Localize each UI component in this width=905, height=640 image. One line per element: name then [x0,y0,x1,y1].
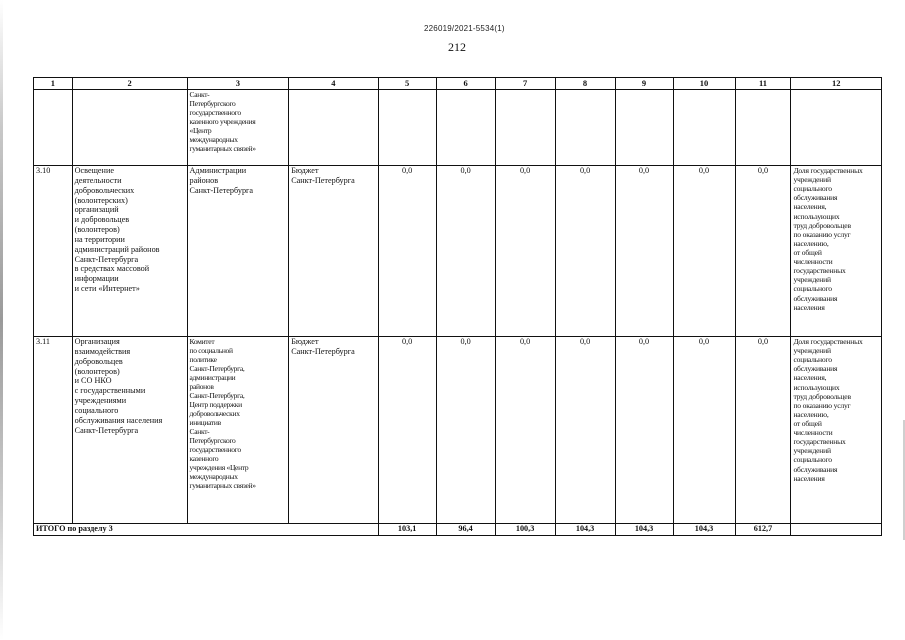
table-row [34,90,882,166]
value-cell: 0,0 [673,337,735,524]
event-cell: Организация взаимодействия добровольцев (волонтеров) и СО НКО с государственными учреждениями социального обслуживания населения Санкт-Петербурга [72,337,187,524]
source-cell: Бюджет Санкт-Петербурга [289,166,378,337]
column-header: 9 [615,78,673,90]
column-header: 12 [791,78,882,90]
total-value: 612,7 [735,524,791,536]
page-number: 212 [448,40,466,54]
value-cell [673,90,735,166]
indicator-cell [791,90,882,166]
value-cell [495,90,555,166]
value-cell: 0,0 [555,337,615,524]
executor-cell: Комитет по социальной политике Санкт-Петербурга, администрации районов Санкт-Петербурга, Центр поддержки добровольческих инициатив Санкт- Петербургского государственного казенного учреждения «Центр международных гуманитарных связей» [187,337,289,524]
value-cell: 0,0 [735,337,791,524]
column-header-row [34,78,882,90]
value-cell: 0,0 [436,337,495,524]
column-header: 1 [34,78,73,90]
indicator-cell: Доля государственных учреждений социального обслуживания населения, использующих труд добровольцев по оказанию услуг населению, от общей численности государственных учреждений социального обслуживания населения [791,337,882,524]
executor-cell: Санкт- Петербургского государственного казенного учреждения «Центр международных гуманитарных связей» [187,90,289,166]
column-header: 2 [72,78,187,90]
value-cell: 0,0 [615,337,673,524]
scan-edge-left [0,0,3,640]
total-value: 104,3 [555,524,615,536]
value-cell [378,90,436,166]
value-cell: 0,0 [555,166,615,337]
source-cell: Бюджет Санкт-Петербурга [289,337,378,524]
total-label: ИТОГО по разделу 3 [34,524,379,536]
value-cell [555,90,615,166]
row-number: 3.11 [34,337,73,524]
value-cell: 0,0 [495,166,555,337]
source-cell [289,90,378,166]
column-header: 5 [378,78,436,90]
column-header: 6 [436,78,495,90]
value-cell [735,90,791,166]
column-header: 11 [735,78,791,90]
column-header: 3 [187,78,289,90]
column-header: 8 [555,78,615,90]
table-row [34,166,882,337]
total-row [34,524,882,536]
row-number: 3.10 [34,166,73,337]
value-cell: 0,0 [495,337,555,524]
event-cell [72,90,187,166]
indicator-cell: Доля государственных учреждений социального обслуживания населения, использующих труд добровольцев по оказанию услуг населению, от общей численности государственных учреждений социального обслуживания населения [791,166,882,337]
row-number [34,90,73,166]
total-value: 100,3 [495,524,555,536]
value-cell: 0,0 [378,166,436,337]
value-cell: 0,0 [378,337,436,524]
value-cell [436,90,495,166]
total-value: 104,3 [615,524,673,536]
value-cell: 0,0 [673,166,735,337]
program-table [33,77,882,536]
total-value: 104,3 [673,524,735,536]
document-id: 226019/2021-5534(1) [424,24,505,33]
column-header: 7 [495,78,555,90]
column-header: 4 [289,78,378,90]
total-value: 103,1 [378,524,436,536]
value-cell: 0,0 [615,166,673,337]
event-cell: Освещение деятельности добровольческих (волонтерских) организаций и добровольцев (волонтеров) на территории администраций районов Санкт-Петербурга в средствах массовой информации и сети «Интернет» [72,166,187,337]
column-header: 10 [673,78,735,90]
value-cell: 0,0 [436,166,495,337]
total-value: 96,4 [436,524,495,536]
value-cell: 0,0 [735,166,791,337]
executor-cell: Администрации районов Санкт-Петербурга [187,166,289,337]
value-cell [615,90,673,166]
total-empty-cell [791,524,882,536]
table-row [34,337,882,524]
